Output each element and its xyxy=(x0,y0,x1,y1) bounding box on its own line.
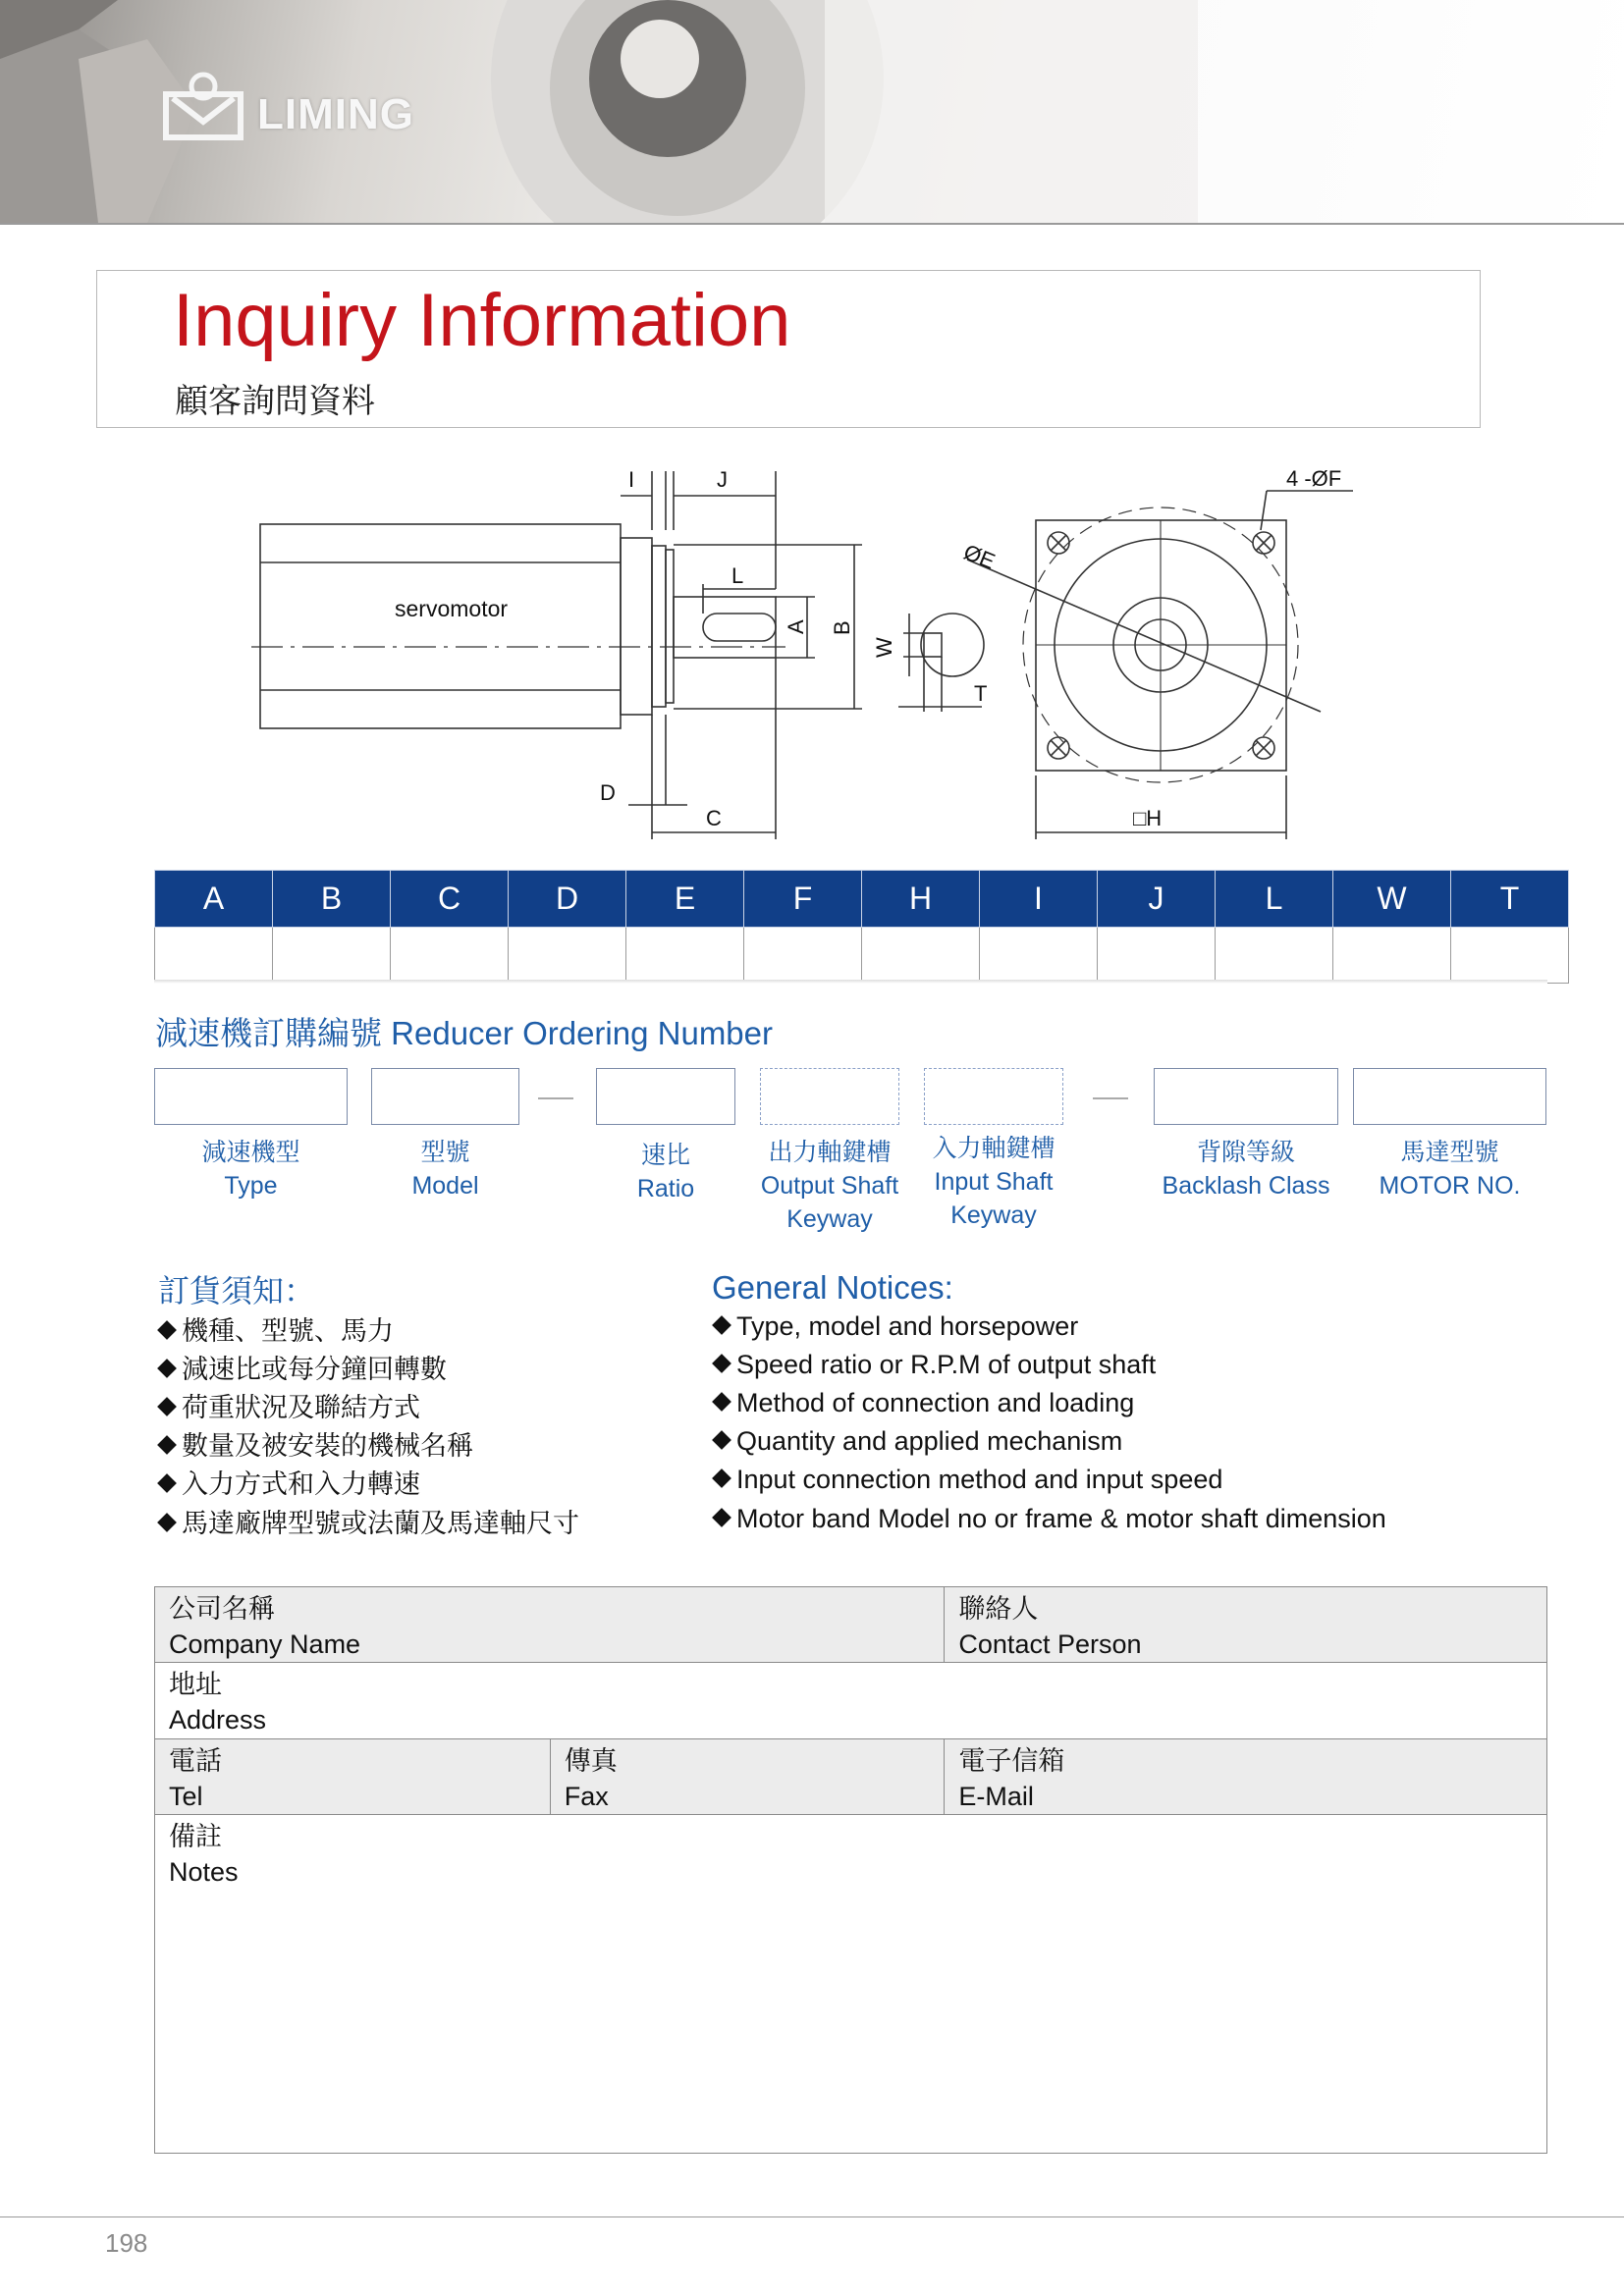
output-keyway-label: 出力軸鍵槽 Output Shaft Keyway xyxy=(760,1139,899,1233)
input-keyway-input[interactable] xyxy=(924,1068,1063,1125)
dim-label-a: A xyxy=(784,619,808,634)
input-keyway-label: 入力軸鍵槽 Input Shaft Keyway xyxy=(932,1135,1056,1229)
footer-divider xyxy=(0,2216,1624,2217)
dim-header: B xyxy=(273,871,391,928)
address-field[interactable]: 地址 Address xyxy=(155,1663,1547,1739)
notice-cn-item: 入力方式和入力轉速 xyxy=(154,1463,420,1501)
dim-label-t: T xyxy=(974,681,988,706)
header-banner xyxy=(0,0,1624,223)
dim-label-e: ØE xyxy=(960,539,999,574)
dim-value-cell[interactable] xyxy=(626,928,744,984)
output-keyway-input[interactable] xyxy=(760,1068,899,1125)
ratio-label: 速比 Ratio xyxy=(636,1142,695,1202)
motor-no-label: 馬達型號 MOTOR NO. xyxy=(1379,1139,1521,1200)
dim-value-cell[interactable] xyxy=(1098,928,1216,984)
notice-en-item: Method of connection and loading xyxy=(709,1388,1134,1418)
bullet-diamond-icon xyxy=(157,1513,177,1532)
dim-header: E xyxy=(626,871,744,928)
notice-en-item: Input connection method and input speed xyxy=(709,1465,1222,1495)
page-subtitle: 顧客詢問資料 xyxy=(175,383,375,420)
notice-cn-item: 減速比或每分鐘回轉數 xyxy=(154,1348,447,1386)
model-input[interactable] xyxy=(371,1068,519,1125)
dim-header: J xyxy=(1098,871,1216,928)
bullet-diamond-icon xyxy=(157,1435,177,1455)
model-label: 型號 Model xyxy=(411,1139,479,1200)
dim-header: T xyxy=(1451,871,1569,928)
bullet-diamond-icon xyxy=(712,1315,731,1335)
contact-person-field[interactable]: 聯絡人 Contact Person xyxy=(945,1587,1547,1663)
dimension-table xyxy=(154,870,1569,984)
notice-en-item: Type, model and horsepower xyxy=(709,1311,1078,1342)
notice-cn-item: 馬達廠牌型號或法蘭及馬達軸尺寸 xyxy=(154,1502,579,1540)
dim-label-j: J xyxy=(717,467,728,492)
servomotor-body xyxy=(260,524,621,728)
dim-value-cell[interactable] xyxy=(509,928,626,984)
dim-header: C xyxy=(391,871,509,928)
email-field[interactable]: 電子信箱 E-Mail xyxy=(945,1739,1547,1815)
dim-header: H xyxy=(862,871,980,928)
dim-header: D xyxy=(509,871,626,928)
bullet-diamond-icon xyxy=(157,1473,177,1493)
dim-value-cell[interactable] xyxy=(273,928,391,984)
separator-dash xyxy=(1093,1097,1128,1099)
ratio-input[interactable] xyxy=(596,1068,735,1125)
banner-divider xyxy=(0,223,1624,225)
notice-en-item: Quantity and applied mechanism xyxy=(709,1426,1122,1457)
notices-en-title: General Notices: xyxy=(712,1269,953,1306)
dim-value-cell[interactable] xyxy=(980,928,1098,984)
reducer-drawing xyxy=(0,452,1624,844)
contact-form xyxy=(154,1586,1547,2154)
type-label: 減速機型 Type xyxy=(201,1139,300,1200)
notice-en-item: Motor band Model no or frame & motor shaft dimension xyxy=(709,1504,1386,1534)
bullet-diamond-icon xyxy=(157,1320,177,1340)
dim-value-cell[interactable] xyxy=(1451,928,1569,984)
tel-field[interactable]: 電話 Tel xyxy=(155,1739,551,1815)
logo-text: LIMING xyxy=(257,90,414,138)
banner-photo xyxy=(0,0,1624,223)
bullet-diamond-icon xyxy=(712,1392,731,1412)
dim-label-c: C xyxy=(706,806,722,830)
notice-cn-item: 機種、型號、馬力 xyxy=(154,1309,394,1348)
dim-header: A xyxy=(155,871,273,928)
dim-label-w: W xyxy=(872,637,896,658)
dim-label-h: □H xyxy=(1133,806,1163,830)
bullet-diamond-icon xyxy=(712,1468,731,1488)
dim-label-b: B xyxy=(830,620,854,635)
bullet-diamond-icon xyxy=(157,1397,177,1416)
dim-label-l: L xyxy=(731,563,744,588)
dim-header: F xyxy=(744,871,862,928)
bullet-diamond-icon xyxy=(712,1354,731,1373)
bullet-diamond-icon xyxy=(157,1359,177,1378)
separator-dash xyxy=(538,1097,573,1099)
dim-value-cell[interactable] xyxy=(1333,928,1451,984)
bullet-diamond-icon xyxy=(712,1508,731,1527)
backlash-label: 背隙等級 Backlash Class xyxy=(1162,1139,1330,1200)
dim-value-cell[interactable] xyxy=(1216,928,1333,984)
dim-label-f: 4 -ØF xyxy=(1286,466,1342,491)
notice-cn-item: 數量及被安裝的機械名稱 xyxy=(154,1424,473,1463)
type-input[interactable] xyxy=(154,1068,348,1125)
dim-header: I xyxy=(980,871,1098,928)
dim-value-cell[interactable] xyxy=(391,928,509,984)
fax-field[interactable]: 傳真 Fax xyxy=(550,1739,945,1815)
company-name-field[interactable]: 公司名稱 Company Name xyxy=(155,1587,945,1663)
notice-cn-item: 荷重狀況及聯結方式 xyxy=(154,1386,420,1424)
notice-en-item: Speed ratio or R.P.M of output shaft xyxy=(709,1350,1156,1380)
page-number: 198 xyxy=(105,2228,148,2258)
logo-icon xyxy=(163,71,244,146)
page-title: Inquiry Information xyxy=(173,279,791,362)
dim-header: W xyxy=(1333,871,1451,928)
dim-label-i: I xyxy=(628,467,635,492)
dim-header: L xyxy=(1216,871,1333,928)
notes-field[interactable]: 備註 Notes xyxy=(155,1815,1547,2154)
motor-label: servomotor xyxy=(395,596,509,621)
bullet-diamond-icon xyxy=(712,1430,731,1450)
dim-value-cell[interactable] xyxy=(155,928,273,984)
notices-cn-title: 訂貨須知： xyxy=(158,1273,316,1308)
backlash-input[interactable] xyxy=(1154,1068,1338,1125)
table-shadow xyxy=(154,980,1547,984)
ordering-title: 減速機訂購編號 Reducer Ordering Number xyxy=(155,1015,773,1051)
dim-label-d: D xyxy=(600,780,616,805)
dim-value-cell[interactable] xyxy=(862,928,980,984)
motor-no-input[interactable] xyxy=(1353,1068,1546,1125)
dim-value-cell[interactable] xyxy=(744,928,862,984)
